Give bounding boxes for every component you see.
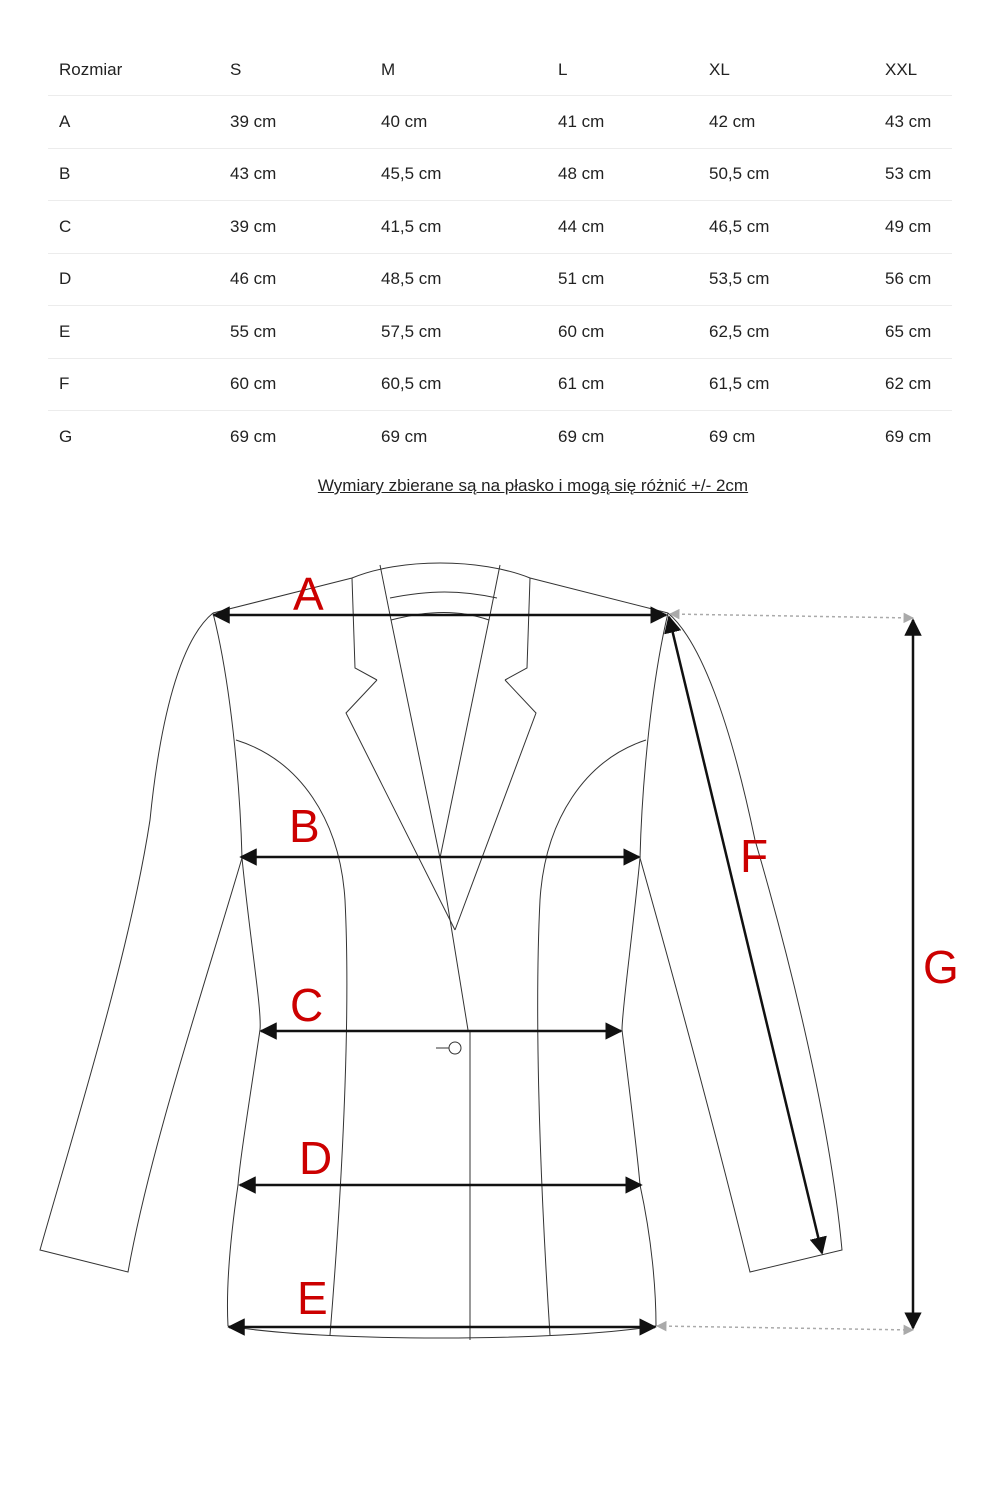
table-cell: 53 cm — [874, 148, 952, 201]
guide-bottom — [657, 1326, 913, 1330]
table-cell: 55 cm — [219, 306, 370, 359]
table-cell: B — [48, 148, 219, 201]
table-cell: G — [59, 426, 73, 446]
table-cell: 61 cm — [547, 358, 698, 411]
table-cell: 61,5 cm — [698, 358, 874, 411]
table-cell: C — [48, 201, 219, 254]
table-cell: 51 cm — [547, 253, 698, 306]
table-cell: 45,5 cm — [370, 148, 547, 201]
table-cell: 42 cm — [698, 96, 874, 149]
table-cell: 69 cm — [558, 426, 605, 446]
table-cell: 43 cm — [874, 96, 952, 149]
header-cell: S — [219, 44, 370, 96]
table-row — [48, 148, 952, 201]
label-a: A — [293, 568, 324, 620]
table-cell: 60 cm — [547, 306, 698, 359]
label-f: F — [740, 830, 769, 882]
table-cell: 69 cm — [381, 426, 428, 446]
table-cell: 46,5 cm — [698, 201, 874, 254]
table-header-row — [48, 44, 952, 96]
header-cell: Rozmiar — [48, 44, 219, 96]
table-cell: 48,5 cm — [370, 253, 547, 306]
table-cell: 39 cm — [219, 96, 370, 149]
table-cell: 62 cm — [874, 358, 952, 411]
table-cell: 39 cm — [219, 201, 370, 254]
table-cell: 57,5 cm — [370, 306, 547, 359]
header-cell: XL — [698, 44, 874, 96]
label-b: B — [289, 800, 320, 852]
table-row — [48, 306, 952, 359]
table-cell: 48 cm — [547, 148, 698, 201]
table-cell: 65 cm — [874, 306, 952, 359]
table-cell: 62,5 cm — [698, 306, 874, 359]
table-cell: A — [48, 96, 219, 149]
table-row — [48, 358, 952, 411]
table-cell: 40 cm — [370, 96, 547, 149]
table-cell: D — [48, 253, 219, 306]
guide-top — [670, 614, 913, 618]
header-cell: M — [370, 44, 547, 96]
label-d: D — [299, 1132, 333, 1184]
table-row — [48, 201, 952, 254]
size-table — [48, 44, 952, 463]
table-cell: 44 cm — [547, 201, 698, 254]
arrow-f — [669, 617, 822, 1253]
jacket-diagram — [0, 530, 1000, 1410]
table-row — [48, 253, 952, 306]
table-cell: 53,5 cm — [698, 253, 874, 306]
label-e: E — [297, 1272, 328, 1324]
header-cell: XXL — [874, 44, 952, 96]
table-cell: 69 cm — [230, 426, 277, 446]
table-row — [48, 96, 952, 149]
table-row — [48, 411, 952, 463]
header-cell: L — [547, 44, 698, 96]
table-cell: 50,5 cm — [698, 148, 874, 201]
table-cell: 49 cm — [874, 201, 952, 254]
table-cell: 41,5 cm — [370, 201, 547, 254]
table-cell: 46 cm — [219, 253, 370, 306]
table-cell: 69 cm — [709, 426, 756, 446]
table-cell: 69 cm — [885, 426, 932, 446]
table-cell: 43 cm — [219, 148, 370, 201]
table-cell: F — [48, 358, 219, 411]
table-cell: 60,5 cm — [370, 358, 547, 411]
jacket-outline — [40, 563, 842, 1340]
table-cell: 60 cm — [219, 358, 370, 411]
table-cell: E — [48, 306, 219, 359]
label-g: G — [923, 941, 959, 993]
measurement-note: Wymiary zbierane są na płasko i mogą się różnić +/- 2cm — [317, 476, 749, 495]
table-cell: 56 cm — [874, 253, 952, 306]
label-c: C — [290, 979, 324, 1031]
table-cell: 41 cm — [547, 96, 698, 149]
